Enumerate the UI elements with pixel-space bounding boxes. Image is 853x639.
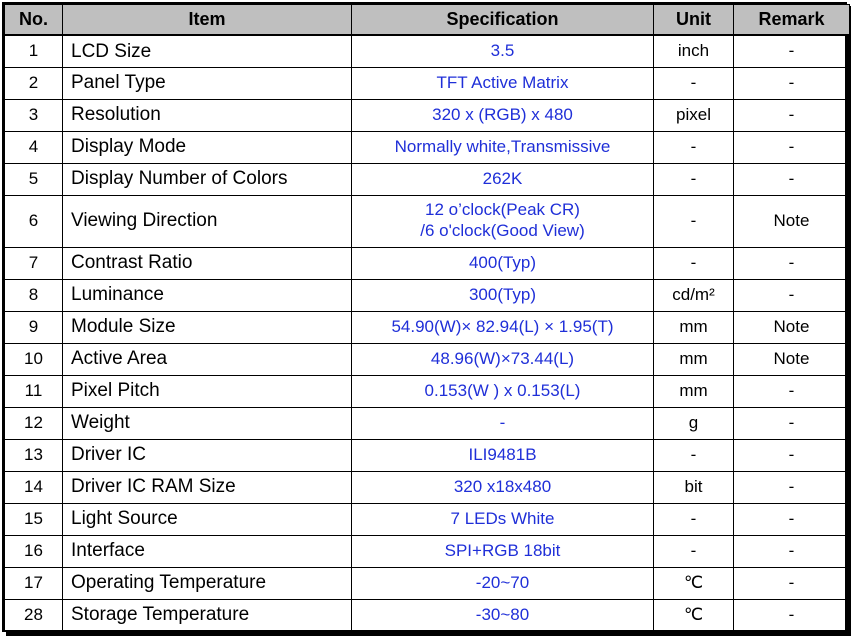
specification-line: ILI9481B <box>468 444 537 464</box>
row-specification <box>352 503 654 535</box>
specification-line: TFT Active Matrix <box>436 72 569 92</box>
row-unit: ℃ <box>654 567 734 599</box>
table-row <box>5 471 850 503</box>
row-item: Operating Temperature <box>63 567 352 599</box>
row-remark: Note <box>734 311 850 343</box>
row-specification <box>352 535 654 567</box>
row-remark: - <box>734 99 850 131</box>
table-row <box>5 503 850 535</box>
row-item: Interface <box>63 535 352 567</box>
row-number: 8 <box>5 279 63 311</box>
row-unit: - <box>654 439 734 471</box>
row-item: Display Number of Colors <box>63 163 352 195</box>
specification-line: 300(Typ) <box>468 284 537 304</box>
row-number: 15 <box>5 503 63 535</box>
row-specification <box>352 471 654 503</box>
row-specification <box>352 131 654 163</box>
row-item: Weight <box>63 407 352 439</box>
row-specification <box>352 311 654 343</box>
specification-line: /6 o'clock(Good View) <box>420 221 585 240</box>
row-specification <box>352 99 654 131</box>
row-remark: - <box>734 35 850 67</box>
specification-line: 320 x (RGB) x 480 <box>432 104 573 124</box>
row-number: 7 <box>5 247 63 279</box>
row-unit: inch <box>654 35 734 67</box>
table-row <box>5 567 850 599</box>
row-remark: - <box>734 567 850 599</box>
specification-line: 48.96(W)×73.44(L) <box>430 348 575 368</box>
table-row <box>5 599 850 631</box>
row-unit: pixel <box>654 99 734 131</box>
row-number: 9 <box>5 311 63 343</box>
table-header <box>5 5 850 36</box>
header-unit: Unit <box>654 5 734 36</box>
row-remark: - <box>734 471 850 503</box>
specification-line: -30~80 <box>475 604 530 624</box>
table-row <box>5 247 850 279</box>
table-row <box>5 407 850 439</box>
table-row <box>5 343 850 375</box>
row-remark: - <box>734 407 850 439</box>
row-number: 13 <box>5 439 63 471</box>
row-number: 16 <box>5 535 63 567</box>
header-remark: Remark <box>734 5 850 36</box>
specification-line: SPI+RGB 18bit <box>444 540 561 560</box>
row-unit: cd/m² <box>654 279 734 311</box>
row-unit: bit <box>654 471 734 503</box>
specification-line: - <box>499 412 506 432</box>
row-unit: - <box>654 195 734 247</box>
table-row <box>5 131 850 163</box>
row-unit: - <box>654 163 734 195</box>
row-unit: - <box>654 503 734 535</box>
specification-table <box>4 4 850 632</box>
header-item: Item <box>63 5 352 36</box>
specification-line: 320 x18x480 <box>453 476 552 496</box>
table-row <box>5 67 850 99</box>
table-row <box>5 163 850 195</box>
specification-line: 400(Typ) <box>468 252 537 272</box>
row-number: 4 <box>5 131 63 163</box>
row-item: Panel Type <box>63 67 352 99</box>
table-row <box>5 195 850 247</box>
row-number: 1 <box>5 35 63 67</box>
row-specification <box>352 163 654 195</box>
row-remark: - <box>734 439 850 471</box>
row-remark: - <box>734 247 850 279</box>
row-item: Storage Temperature <box>63 599 352 631</box>
row-unit: - <box>654 67 734 99</box>
row-unit: ℃ <box>654 599 734 631</box>
header-specification: Specification <box>352 5 654 36</box>
row-remark: - <box>734 503 850 535</box>
row-item: Contrast Ratio <box>63 247 352 279</box>
table-row <box>5 99 850 131</box>
row-number: 14 <box>5 471 63 503</box>
row-remark: - <box>734 67 850 99</box>
header-no: No. <box>5 5 63 36</box>
row-number: 3 <box>5 99 63 131</box>
specification-line: 262K <box>482 168 523 188</box>
row-number: 6 <box>5 195 63 247</box>
row-remark: - <box>734 375 850 407</box>
row-item: Viewing Direction <box>63 195 352 247</box>
row-specification <box>352 195 654 247</box>
row-item: Light Source <box>63 503 352 535</box>
row-unit: - <box>654 131 734 163</box>
row-item: Driver IC <box>63 439 352 471</box>
table-row <box>5 311 850 343</box>
row-item: Driver IC RAM Size <box>63 471 352 503</box>
row-specification <box>352 375 654 407</box>
row-specification <box>352 439 654 471</box>
row-unit: - <box>654 247 734 279</box>
row-item: Module Size <box>63 311 352 343</box>
row-item: Luminance <box>63 279 352 311</box>
table-row <box>5 535 850 567</box>
row-number: 2 <box>5 67 63 99</box>
row-unit: mm <box>654 343 734 375</box>
specification-line: -20~70 <box>475 572 530 592</box>
row-item: Display Mode <box>63 131 352 163</box>
row-number: 5 <box>5 163 63 195</box>
row-number: 17 <box>5 567 63 599</box>
row-specification <box>352 279 654 311</box>
row-item: Resolution <box>63 99 352 131</box>
specification-line: 54.90(W)× 82.94(L) × 1.95(T) <box>391 316 614 336</box>
table-row <box>5 35 850 67</box>
row-remark: Note <box>734 343 850 375</box>
specification-line: 0.153(W ) x 0.153(L) <box>424 380 581 400</box>
row-specification <box>352 247 654 279</box>
row-unit: mm <box>654 375 734 407</box>
row-unit: g <box>654 407 734 439</box>
spec-table-frame <box>2 2 847 632</box>
row-number: 11 <box>5 375 63 407</box>
row-item: Pixel Pitch <box>63 375 352 407</box>
row-specification <box>352 407 654 439</box>
table-body <box>5 35 850 631</box>
row-number: 10 <box>5 343 63 375</box>
row-remark: - <box>734 599 850 631</box>
table-row <box>5 439 850 471</box>
row-specification <box>352 35 654 67</box>
row-unit: - <box>654 535 734 567</box>
row-specification <box>352 599 654 631</box>
row-unit: mm <box>654 311 734 343</box>
row-number: 28 <box>5 599 63 631</box>
row-remark: - <box>734 535 850 567</box>
header-row <box>5 5 850 36</box>
table-row <box>5 375 850 407</box>
specification-line: 7 LEDs White <box>450 508 555 528</box>
specification-line: Normally white,Transmissive <box>394 136 611 156</box>
row-specification <box>352 67 654 99</box>
row-remark: - <box>734 279 850 311</box>
row-remark: - <box>734 163 850 195</box>
row-remark: - <box>734 131 850 163</box>
row-remark: Note <box>734 195 850 247</box>
table-row <box>5 279 850 311</box>
row-item: Active Area <box>63 343 352 375</box>
specification-line: 12 o’clock(Peak CR) <box>425 200 580 220</box>
specification-line: 3.5 <box>490 40 515 60</box>
row-specification <box>352 567 654 599</box>
row-number: 12 <box>5 407 63 439</box>
row-specification <box>352 343 654 375</box>
row-item: LCD Size <box>63 35 352 67</box>
